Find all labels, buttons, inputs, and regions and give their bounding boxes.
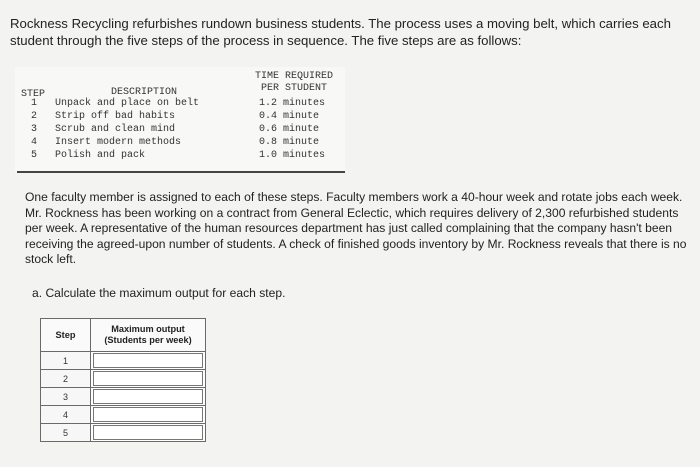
answer-step-number: 5 [41,424,91,442]
answer-step-number: 4 [41,406,91,424]
table-bottom-rule [17,171,345,173]
problem-paragraph: One faculty member is assigned to each of these steps. Faculty members work a 40-hour week and rotate jobs each week. Mr. Rockness has been working on a contract from General Eclectic, which requires delivery of 2,300 refurbished students per week. A representative of the human resources department has just called complaining that the company hasn't been receiving the agreed-upon number of students. A check of finished goods inventory by Mr. Rockness reveals that there is no stock left. [25,190,687,267]
steps-row [15,98,345,111]
max-output-input-cell [91,388,206,406]
step-description: Scrub and clean mind [55,124,176,135]
max-output-input-cell [91,406,206,424]
steps-row [15,111,345,124]
max-output-input-cell [91,352,206,370]
step-description: Strip off bad habits [55,111,176,122]
answer-step-number: 3 [41,388,91,406]
steps-row [15,124,345,137]
steps-row [15,150,345,163]
answer-header-output: Maximum output (Students per week) [91,319,206,352]
max-output-input[interactable] [93,353,203,368]
step-time: 1.2 minutes [259,98,326,109]
answer-step-number: 2 [41,370,91,388]
max-output-input[interactable] [93,407,203,422]
max-output-input-cell [91,370,206,388]
max-output-input[interactable] [93,425,203,440]
steps-header-description: DESCRIPTION [111,87,178,98]
steps-header-step: STEP [21,89,46,100]
steps-header-time-line2: PER STUDENT [260,83,327,94]
step-description: Insert modern methods [55,137,182,148]
step-number: 3 [31,124,38,135]
problem-intro: Rockness Recycling refurbishes rundown business students. The process uses a moving belt, which carries each student through the five steps of the process in sequence. The five steps are as follows: [10,16,671,48]
step-description: Unpack and place on belt [55,98,200,109]
answer-row [41,424,206,442]
max-output-input[interactable] [93,389,203,404]
step-number: 5 [31,150,38,161]
step-time: 0.4 minute [259,111,320,122]
question-a: a. Calculate the maximum output for each step. [32,286,286,300]
step-time: 0.8 minute [259,137,320,148]
max-output-input[interactable] [93,371,203,386]
answer-row [41,388,206,406]
answer-row [41,406,206,424]
step-number: 2 [31,111,38,122]
steps-header-time-line1: TIME REQUIRED [254,71,333,82]
answer-row [41,370,206,388]
max-output-input-cell [91,424,206,442]
step-number: 1 [31,98,38,109]
answer-row [41,352,206,370]
step-description: Polish and pack [55,150,146,161]
answer-header-step: Step [41,319,91,352]
step-time: 0.6 minute [259,124,320,135]
steps-table [15,67,345,173]
step-number: 4 [31,137,38,148]
steps-row [15,137,345,150]
answer-step-number: 1 [41,352,91,370]
answer-table [40,318,206,442]
steps-header-time [247,71,341,95]
step-time: 1.0 minutes [259,150,326,161]
